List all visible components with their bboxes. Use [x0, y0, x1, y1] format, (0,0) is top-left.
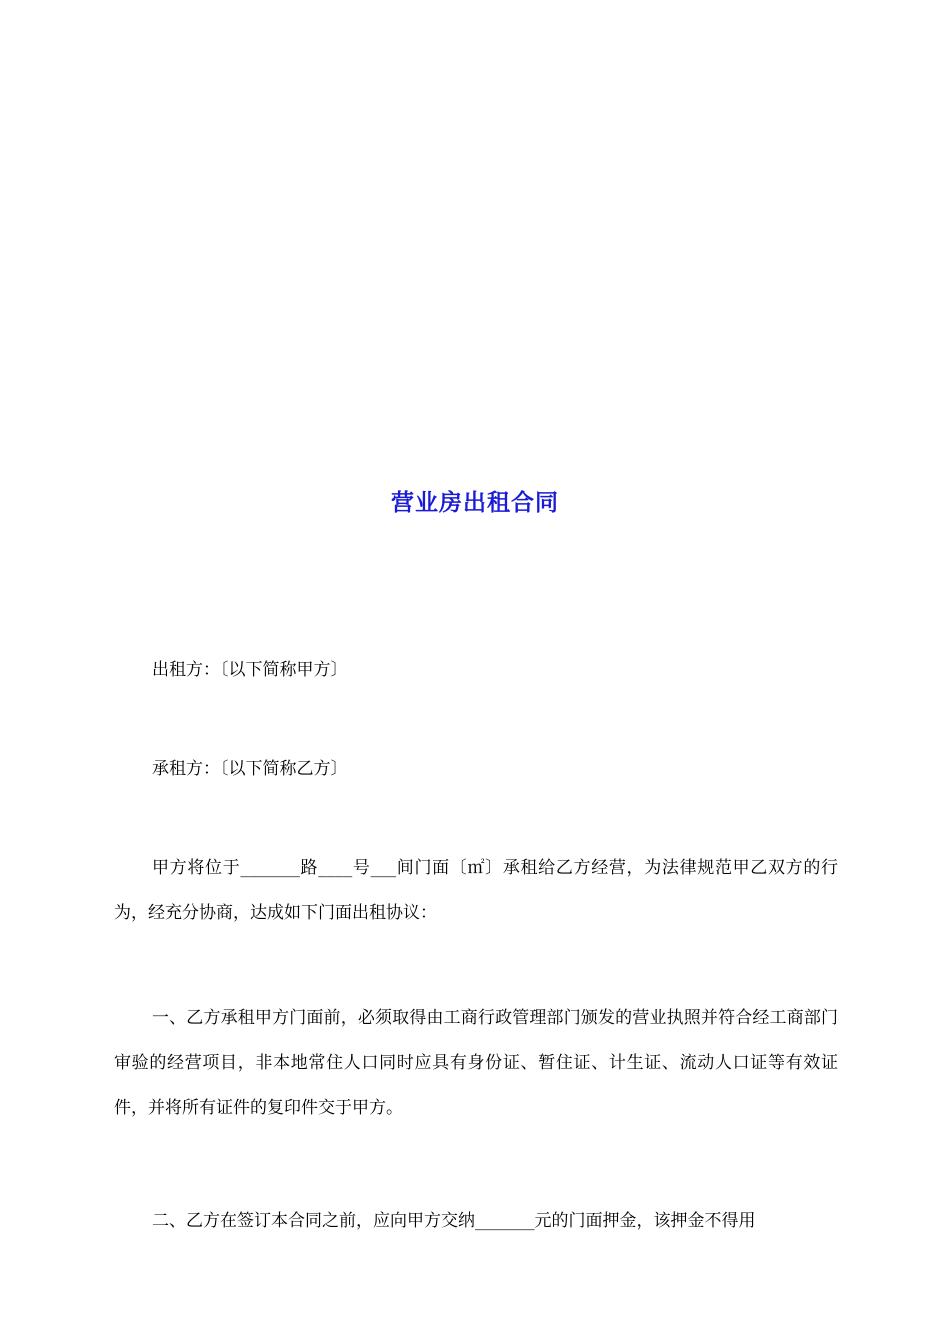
lessee-line: 承租方：〔以下简称乙方〕: [152, 759, 348, 779]
article-1-paragraph: 一、乙方承租甲方门面前，必须取得由工商行政管理部门颁发的营业执照并符合经工商部门审验的经营项目，非本地常住人口同时应具有身份证、暂住证、计生证、流动人口证等有效证件，并将所有证件的复印件交于甲方。: [114, 1008, 838, 1118]
intro-paragraph: 甲方将位于_______路____号___间门面〔㎡〕承租给乙方经营，为法律规范甲乙双方的行为，经充分协商，达成如下门面出租协议：: [114, 858, 838, 923]
article-2-paragraph: 二、乙方在签订本合同之前，应向甲方交纳_______元的门面押金，该押金不得用: [152, 1211, 756, 1231]
lessor-line: 出租方：〔以下简称甲方〕: [152, 660, 348, 680]
document-title: 营业房出租合同: [391, 489, 559, 516]
